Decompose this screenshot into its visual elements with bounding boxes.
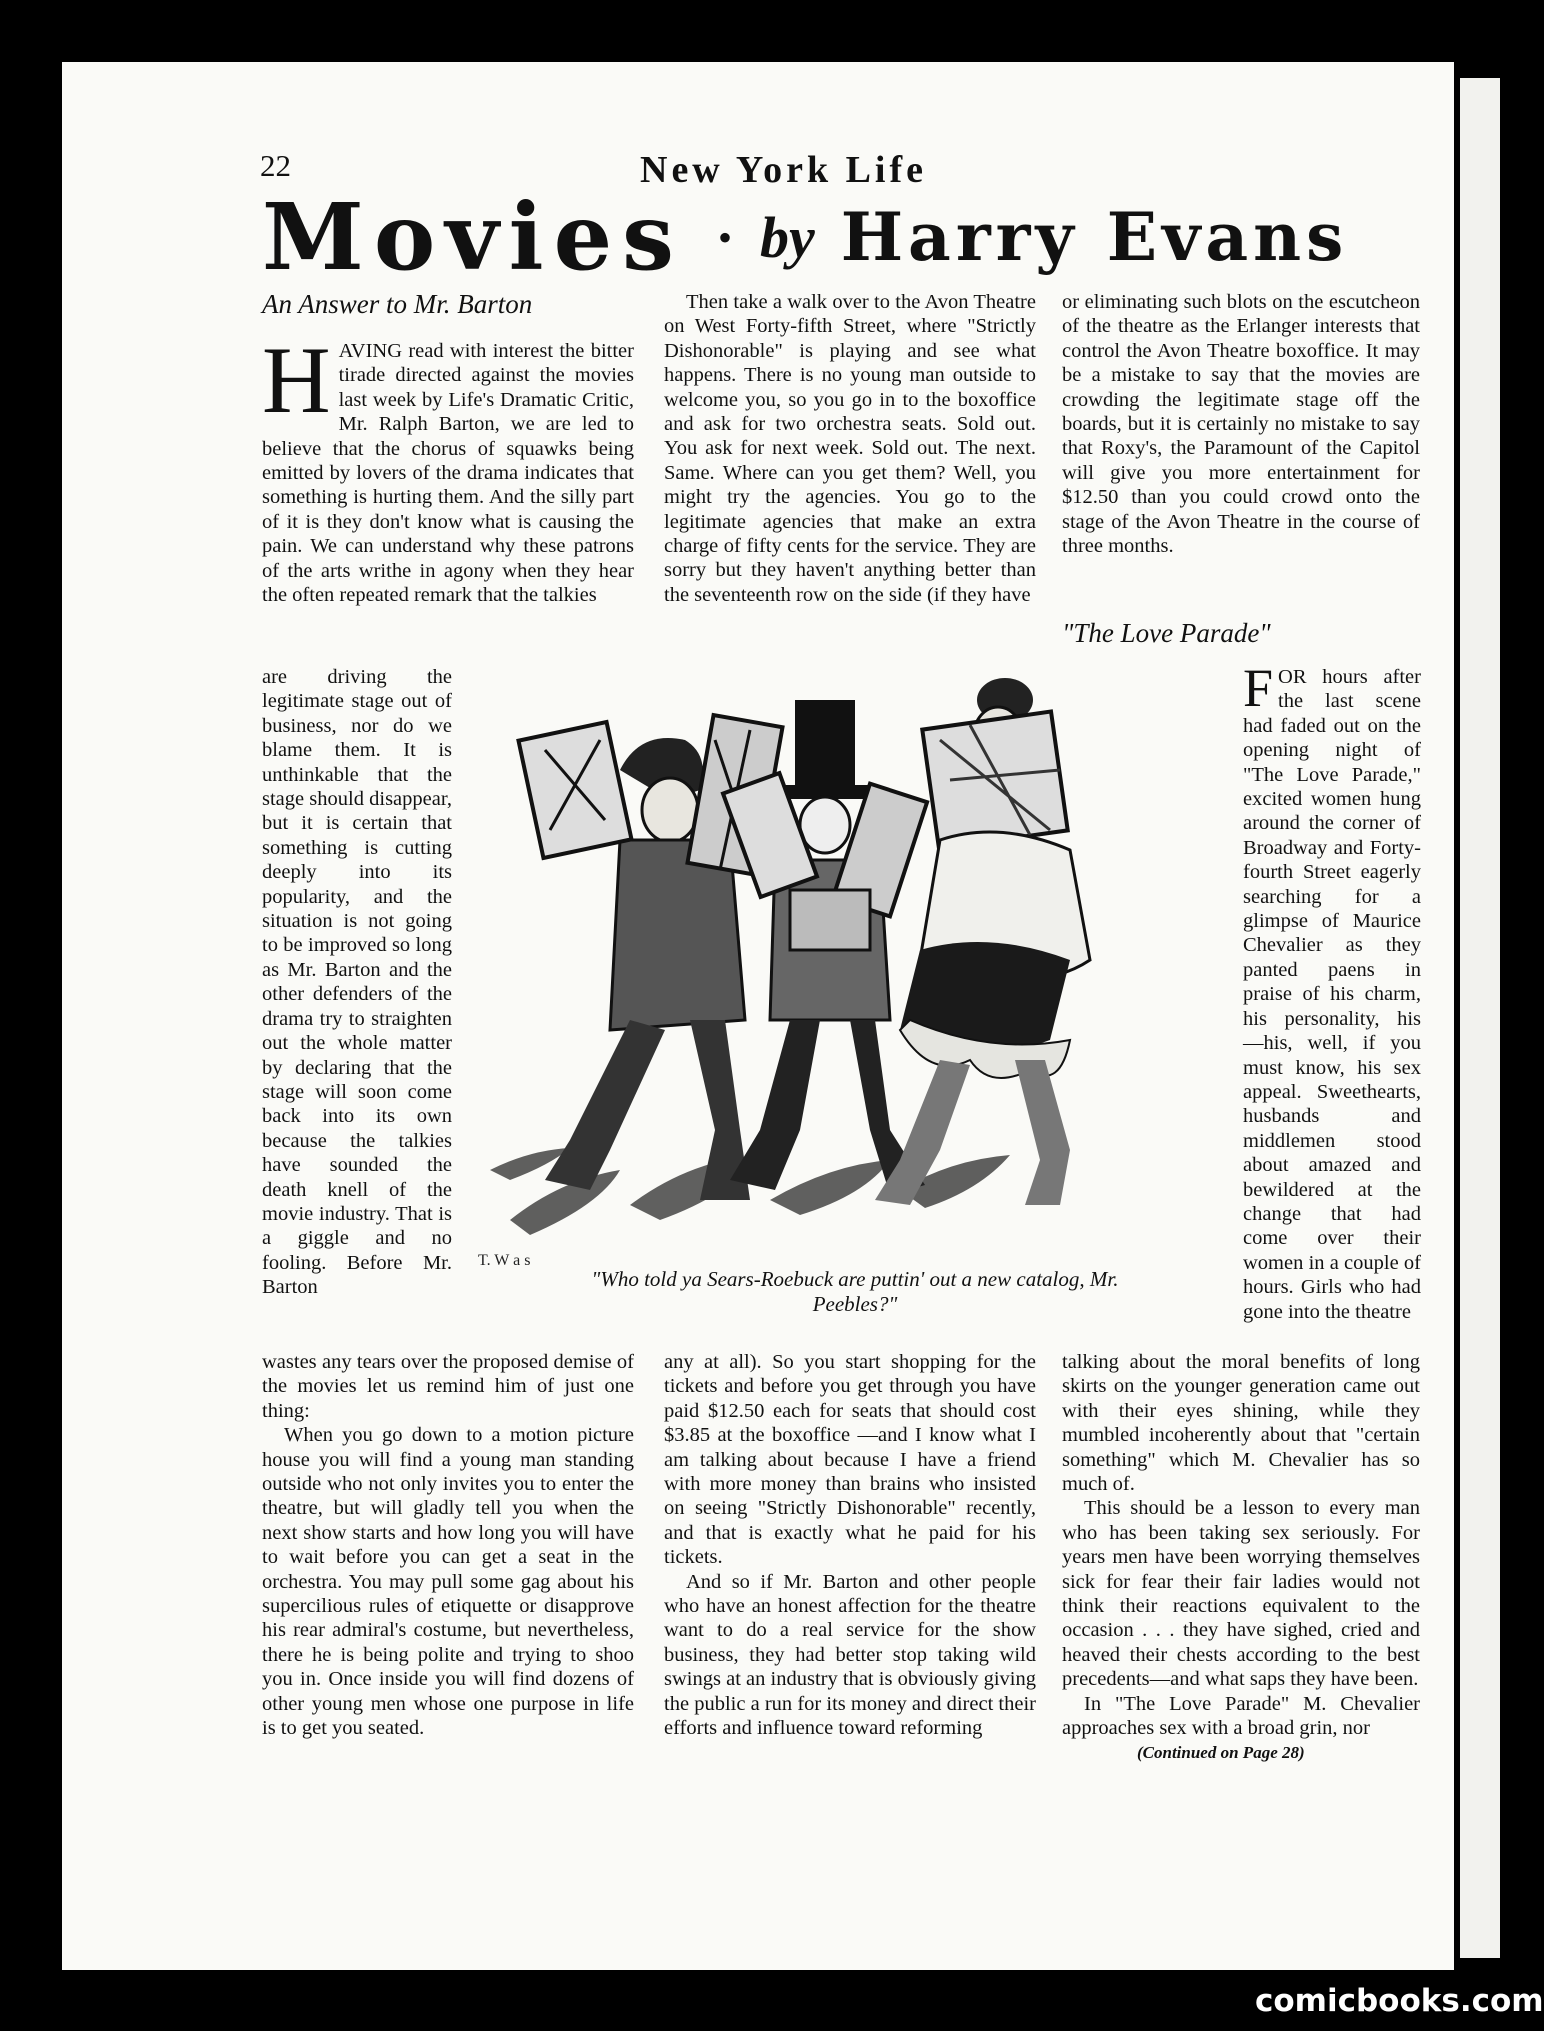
column-1-top bbox=[262, 327, 634, 607]
running-title: New York Life bbox=[640, 149, 927, 191]
column-3-bottom bbox=[1062, 1350, 1420, 1741]
section-title: Movies bbox=[262, 183, 684, 291]
col1-para1-bottom: wastes any tears over the proposed demise of the movies let us remind him of just one thing: bbox=[262, 1351, 634, 1422]
col2-para-top: Then take a walk over to the Avon Theatre on West Forty-fifth Street, where "Strictly Dishonorable" is playing and see what happens. There is no young man outside to welcome you, so you go in to the boxoffice and ask for two orchestra seats. Sold out. You ask for next week. Sold out. The next. Same. Where can you get them? Well, you might try the agencies. You go to the legitimate agencies that make an extra charge of fifty cents for the service. They are sorry but they haven't anything better than the seventeenth row on the side (if they have bbox=[664, 291, 1036, 606]
subhead-love-parade: "The Love Parade" bbox=[1062, 618, 1271, 648]
column-3-top bbox=[1062, 290, 1420, 558]
figure-woman bbox=[875, 678, 1090, 1205]
dropcap-h: H bbox=[262, 327, 331, 433]
watermark-text: comicbooks.com bbox=[1255, 1983, 1544, 2019]
cartoon-illustration bbox=[470, 660, 1230, 1280]
column-3-narrow bbox=[1243, 658, 1421, 1324]
col1-para1-top: AVING read with interest the bitter tirade directed against the movies last week by Life's Dramatic Critic, Mr. Ralph Barton, we are led to believe that the chorus of squawks being emitted by lovers of the drama indicates that something is hurting them. And the silly part of it is they don't know what is causing the pain. We can understand why these patrons of the arts writhe in agony when they hear the often repeated remark that the talkies bbox=[262, 340, 634, 607]
column-1-narrow bbox=[262, 665, 452, 1300]
col2-para-bottom-1: any at all). So you start shopping for the tickets and before you get through you have paid $12.50 each for seats that should cost $3.85 at the boxoffice —and I know what I am talking about because I have a friend with more money than brains who insisted on seeing "Strictly Dishonorable" recently, and that is exactly what he paid for his tickets. bbox=[664, 1351, 1036, 1569]
col3-para-top: or eliminating such blots on the escutcheon of the theatre as the Erlanger interests that control the Avon Theatre boxoffice. It may be a mistake to say that the movies are crowding the legitimate stage off the boards, but it is certainly no mistake to say that Roxy's, the Paramount of the Capitol will give you more entertainment for $12.50 than you could crowd onto the stage of the Avon Theatre in the course of three months. bbox=[1062, 291, 1420, 558]
page-number: 22 bbox=[260, 148, 291, 183]
subhead-answer: An Answer to Mr. Barton bbox=[262, 289, 533, 319]
continued-note: (Continued on Page 28) bbox=[1137, 1743, 1305, 1762]
author-name: Harry Evans bbox=[840, 198, 1349, 276]
col2-para-bottom-2: And so if Mr. Barton and other people who have an honest affection for the theatre want to do a real service for the show business, they had better stop taking wild swings at an industry that is obviously giving the public a run for its money and direct their efforts and influence toward reforming bbox=[664, 1570, 1036, 1740]
col3-para-bottom-2: This should be a lesson to every man who has been taking sex seriously. For years men have been worrying themselves sick for fear their fair ladies would not think their reactions equivalent to the occasion . . . they have sighed, cried and heaved their chests according to the best precedents—and what saps they have been. bbox=[1062, 1497, 1420, 1691]
col1-para2: When you go down to a motion picture house you will find a young man standing outside who not only invites you to enter the theatre, but will gladly tell you when the next show starts and how long you will have to wait before you can get a seat in the orchestra. You may pull some gag about his supercilious rules of etiquette or disapprove his rear admiral's costume, but nevertheless, there he is being polite and trying to shoo you in. Once inside you will find dozens of other young men whose one purpose in life is to get you seated. bbox=[262, 1424, 634, 1740]
facing-page-edge bbox=[1460, 78, 1500, 1958]
col3-para-bottom-3: In "The Love Parade" M. Chevalier approaches sex with a broad grin, nor bbox=[1062, 1692, 1420, 1740]
column-2-top bbox=[664, 290, 1036, 607]
dropcap-f: F bbox=[1243, 658, 1274, 718]
col1-para1-narrow: are driving the legitimate stage out of business, nor do we blame them. It is unthinkable that the stage should disappear, but it is certain that something is cutting deeply into its popularity, and the situation is not going to be improved so long as Mr. Barton and the other defenders of the drama try to straighten out the whole matter by declaring that the stage will soon come back into its own because the talkies have sounded the death knell of the movie industry. That is a giggle and no fooling. Before Mr. Barton bbox=[262, 666, 452, 1299]
illustration-caption: "Who told ya Sears-Roebuck are puttin' out a new catalog, Mr. Peebles?" bbox=[591, 1267, 1119, 1316]
artist-signature: T. W a s bbox=[478, 1252, 531, 1269]
col3-para-narrow: OR hours after the last scene had faded out on the opening night of "The Love Parade," excited women hung around the corner of Broadway and Forty-fourth Street eagerly searching for a glimpse of Maurice Chevalier as they panted paens in praise of his charm, his personality, his —his, well, if you must know, his sex appeal. Sweethearts, husbands and middlemen stood about amazed and bewildered at the change that had come over their women in a couple of hours. Girls who had gone into the theatre bbox=[1243, 666, 1421, 1323]
column-2-bottom bbox=[664, 1350, 1036, 1741]
col3-para-bottom-1: talking about the moral benefits of long skirts on the younger generation came out with their eyes shining, while they mumbled incoherently about that "certain something" which M. Chevalier has so much of. bbox=[1062, 1351, 1420, 1496]
byline-by: by bbox=[759, 204, 815, 270]
article-title bbox=[262, 183, 1417, 291]
column-1-bottom bbox=[262, 1350, 634, 1741]
title-separator: • bbox=[717, 214, 732, 260]
